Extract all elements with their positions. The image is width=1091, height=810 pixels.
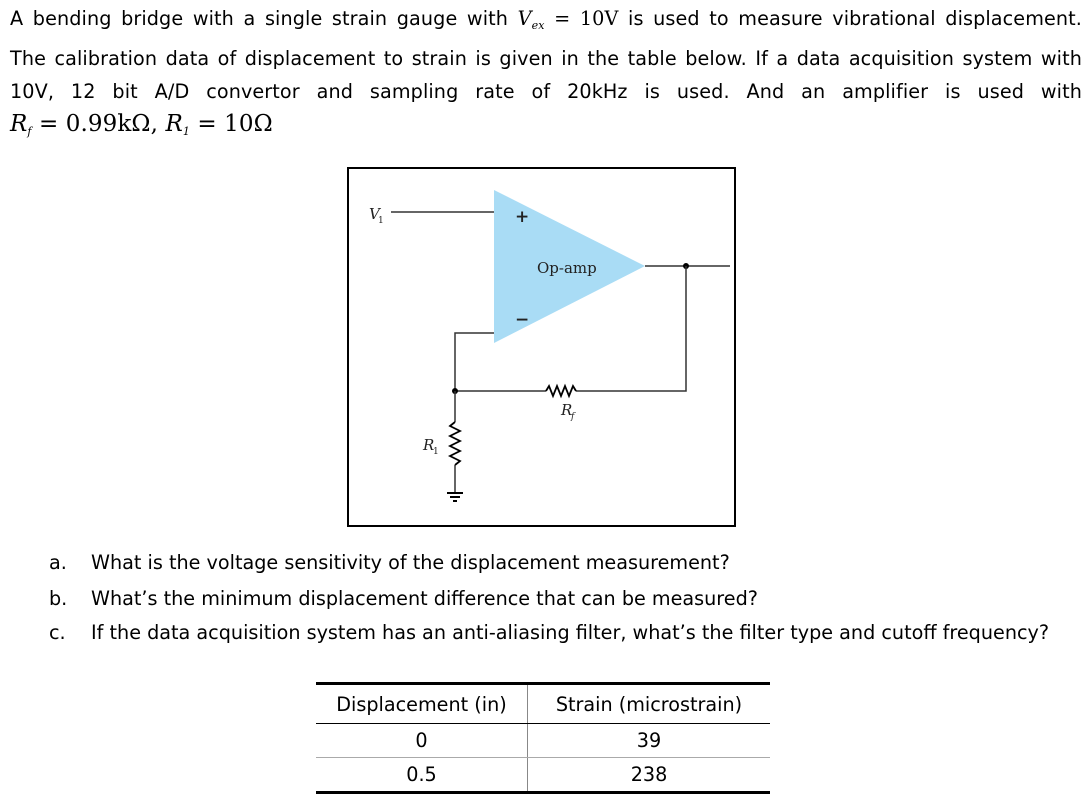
problem-line-4-resistors	[10, 108, 1082, 148]
problem-statement	[10, 2, 1082, 148]
line1-text-b: is used to measure vibrational displacement.	[618, 7, 1082, 30]
r1-symbol: R	[165, 111, 183, 137]
input-label-sub: 1	[378, 216, 384, 226]
rf-subscript: f	[27, 125, 32, 138]
question-letter: b.	[49, 587, 68, 610]
circuit-diagram	[347, 167, 736, 527]
table-header-row	[316, 684, 770, 724]
r1-value: = 10Ω	[189, 111, 273, 137]
problem-line-1	[10, 2, 1082, 42]
cell-displacement: 0.5	[316, 758, 528, 793]
r1-label: R	[423, 436, 435, 454]
problem-line-2: The calibration data of displacement to strain is given in the table below. If a data acquisition system with	[10, 47, 1082, 70]
opamp-label: Op-amp	[537, 259, 597, 277]
line1-text-a: A bending bridge with a single strain gauge with	[10, 7, 518, 30]
vex-value: = 10V	[544, 7, 619, 30]
vex-symbol: V	[517, 7, 532, 30]
header-strain: Strain (microstrain)	[528, 684, 771, 724]
vex-subscript: ex	[531, 19, 545, 32]
rf-label-sub: f	[571, 412, 575, 422]
rf-resistor	[546, 386, 576, 396]
cell-strain: 39	[528, 724, 771, 758]
rf-label: R	[561, 401, 573, 419]
question-text: If the data acquisition system has an anti-aliasing filter, what’s the filter type and cutoff frequency?	[91, 621, 1050, 644]
problem-line-3: 10V, 12 bit A/D convertor and sampling rate of 20kHz is used. And an amplifier is used with	[10, 80, 1082, 103]
table-row	[316, 758, 770, 793]
question-text: What is the voltage sensitivity of the displacement measurement?	[91, 551, 730, 574]
minus-terminal-label: −	[515, 310, 530, 330]
input-label: V	[369, 205, 380, 223]
plus-terminal-label: +	[515, 207, 530, 227]
table-row	[316, 724, 770, 758]
cell-displacement: 0	[316, 724, 528, 758]
question-letter: c.	[49, 621, 66, 644]
opamp-circuit-figure	[347, 167, 736, 527]
r1-subscript: 1	[182, 125, 190, 138]
r1-resistor	[450, 422, 460, 465]
r1-label-sub: 1	[433, 447, 439, 457]
cell-strain: 238	[528, 758, 771, 793]
question-letter: a.	[49, 551, 67, 574]
calibration-table	[316, 682, 770, 794]
header-displacement: Displacement (in)	[316, 684, 528, 724]
rf-symbol: R	[10, 111, 28, 137]
rf-value: = 0.99kΩ,	[31, 111, 166, 137]
question-text: What’s the minimum displacement difference that can be measured?	[91, 587, 758, 610]
inverting-input-wire	[455, 333, 494, 391]
